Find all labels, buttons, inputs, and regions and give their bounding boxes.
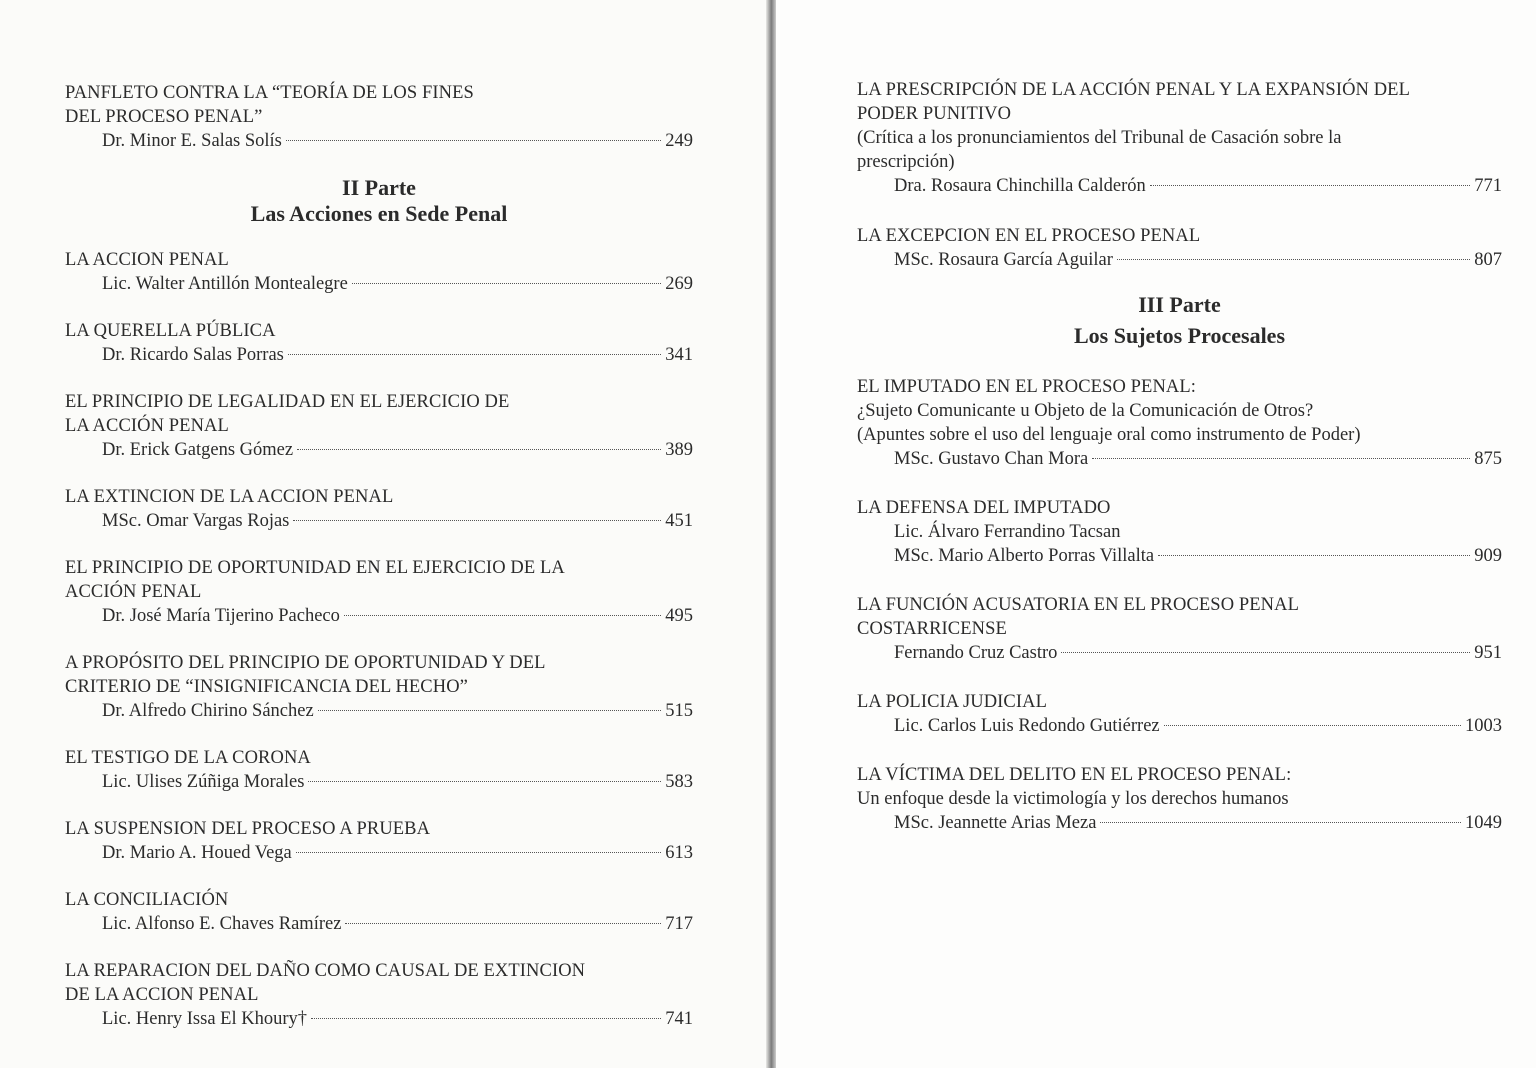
toc-entry[interactable]	[65, 319, 693, 367]
toc-author-name: Lic. Carlos Luis Redondo Gutiérrez	[894, 716, 1160, 736]
dot-leader	[293, 520, 661, 521]
toc-page-number: 613	[665, 843, 693, 863]
toc-author-name: Lic. Henry Issa El Khoury†	[102, 1009, 307, 1029]
part-title: Las Acciones en Sede Penal	[250, 201, 508, 226]
toc-entry-title: LA VÍCTIMA DEL DELITO EN EL PROCESO PENAL:	[857, 765, 1292, 785]
toc-entry[interactable]	[65, 556, 693, 628]
right-toc-column	[857, 78, 1502, 835]
toc-author-name: Dr. Erick Gatgens Gómez	[102, 440, 294, 460]
dot-leader	[1150, 185, 1471, 186]
toc-page-number: 717	[665, 914, 693, 934]
toc-author-row	[65, 272, 693, 296]
left-entries-b	[65, 248, 693, 1031]
toc-entry-title: EL PRINCIPIO DE OPORTUNIDAD EN EL EJERCICIO DE LA	[65, 558, 565, 578]
toc-author-row	[857, 174, 1502, 198]
toc-author-row	[65, 1007, 693, 1031]
toc-author-row	[857, 811, 1502, 835]
toc-author-name: Dr. Mario A. Houed Vega	[102, 843, 292, 863]
part-header-iii	[857, 292, 1502, 349]
toc-page-number: 807	[1474, 250, 1502, 270]
toc-entry-title: LA PRESCRIPCIÓN DE LA ACCIÓN PENAL Y LA EXPANSIÓN DEL	[857, 80, 1410, 100]
toc-entry-title: DE LA ACCION PENAL	[65, 985, 259, 1005]
toc-author-row	[65, 438, 693, 462]
toc-author-name: Dra. Rosaura Chinchilla Calderón	[894, 176, 1146, 196]
part-title: Los Sujetos Procesales	[1073, 323, 1286, 348]
toc-entry[interactable]	[65, 746, 693, 794]
toc-author-name: Dr. Minor E. Salas Solís	[102, 131, 282, 151]
toc-entry-title: LA SUSPENSION DEL PROCESO A PRUEBA	[65, 819, 431, 839]
dot-leader	[1164, 725, 1461, 726]
toc-entry[interactable]	[857, 496, 1502, 568]
toc-author-row	[65, 509, 693, 533]
toc-author-row	[65, 604, 693, 628]
toc-entry-title: A PROPÓSITO DEL PRINCIPIO DE OPORTUNIDAD Y DEL	[65, 653, 546, 673]
toc-entry-title: DEL PROCESO PENAL”	[65, 107, 263, 127]
toc-page-number: 1049	[1465, 813, 1502, 833]
toc-page-number: 875	[1474, 449, 1502, 469]
toc-entry-title: LA ACCION PENAL	[65, 250, 229, 270]
toc-page-number: 341	[665, 345, 693, 365]
toc-author-row	[857, 248, 1502, 272]
dot-leader	[345, 923, 661, 924]
toc-page-number: 583	[665, 772, 693, 792]
toc-author-row	[857, 544, 1502, 568]
toc-page-number: 1003	[1465, 716, 1502, 736]
toc-page-number: 515	[665, 701, 693, 721]
part-number: II Parte	[342, 175, 416, 200]
toc-entry[interactable]	[65, 888, 693, 936]
right-page	[776, 0, 1536, 1068]
toc-entry-subtitle: (Crítica a los pronunciamientos del Tribunal de Casación sobre la	[857, 128, 1342, 148]
dot-leader	[288, 354, 661, 355]
toc-author-name: MSc. Omar Vargas Rojas	[102, 511, 290, 531]
toc-entry[interactable]	[65, 248, 693, 296]
toc-author-name: Dr. José María Tijerino Pacheco	[102, 606, 340, 626]
toc-author-name: MSc. Gustavo Chan Mora	[894, 449, 1089, 469]
toc-entry-title: COSTARRICENSE	[857, 619, 1007, 639]
toc-entry-title: PODER PUNITIVO	[857, 104, 1012, 124]
dot-leader	[352, 283, 661, 284]
dot-leader	[311, 1018, 661, 1019]
dot-leader	[296, 852, 661, 853]
toc-entry-title: LA POLICIA JUDICIAL	[857, 692, 1047, 712]
toc-entry[interactable]	[857, 78, 1502, 198]
toc-page-number: 771	[1474, 176, 1502, 196]
toc-author-name: MSc. Jeannette Arias Meza	[894, 813, 1097, 833]
toc-author-row	[65, 912, 693, 936]
toc-entry-title: LA FUNCIÓN ACUSATORIA EN EL PROCESO PENAL	[857, 595, 1299, 615]
toc-author-name: Dr. Alfredo Chirino Sánchez	[102, 701, 314, 721]
toc-entry-subtitle: (Apuntes sobre el uso del lenguaje oral como instrumento de Poder)	[857, 425, 1361, 445]
toc-page-number: 909	[1474, 546, 1502, 566]
toc-entry-title: ACCIÓN PENAL	[65, 582, 202, 602]
toc-author-row	[65, 841, 693, 865]
toc-author-row	[65, 699, 693, 723]
dot-leader	[1100, 822, 1461, 823]
toc-page-number: 951	[1474, 643, 1502, 663]
toc-entry-title: EL TESTIGO DE LA CORONA	[65, 748, 311, 768]
toc-author-row	[65, 129, 693, 153]
toc-author-row	[857, 520, 1502, 544]
toc-entry[interactable]	[65, 390, 693, 462]
toc-entry-title: LA CONCILIACIÓN	[65, 890, 229, 910]
dot-leader	[1092, 458, 1470, 459]
toc-entry[interactable]	[65, 81, 693, 153]
dot-leader	[1061, 652, 1470, 653]
dot-leader	[1158, 555, 1470, 556]
toc-entry-title: LA REPARACION DEL DAÑO COMO CAUSAL DE EXTINCION	[65, 961, 586, 981]
toc-author-name: MSc. Mario Alberto Porras Villalta	[894, 546, 1155, 566]
toc-author-name: Lic. Walter Antillón Montealegre	[102, 274, 348, 294]
toc-page-number: 451	[665, 511, 693, 531]
toc-entry-title: LA EXCEPCION EN EL PROCESO PENAL	[857, 226, 1201, 246]
right-entries-a	[857, 78, 1502, 272]
toc-entry-title: LA QUERELLA PÚBLICA	[65, 321, 276, 341]
toc-entry-title: LA ACCIÓN PENAL	[65, 416, 229, 436]
toc-entry[interactable]	[65, 485, 693, 533]
toc-entry[interactable]	[857, 593, 1502, 665]
dot-leader	[344, 615, 661, 616]
toc-entry[interactable]	[857, 763, 1502, 835]
toc-entry[interactable]	[65, 651, 693, 723]
toc-author-row	[65, 770, 693, 794]
dot-leader	[308, 781, 661, 782]
toc-author-name: Fernando Cruz Castro	[894, 643, 1058, 663]
toc-entry[interactable]	[857, 224, 1502, 272]
toc-author-row	[857, 714, 1502, 738]
toc-entry-title: EL IMPUTADO EN EL PROCESO PENAL:	[857, 377, 1196, 397]
toc-page-number: 495	[665, 606, 693, 626]
toc-author-name: Lic. Ulises Zúñiga Morales	[102, 772, 305, 792]
dot-leader	[1117, 259, 1470, 260]
left-entries-a	[65, 81, 693, 153]
toc-entry[interactable]	[857, 375, 1502, 471]
toc-page-number: 269	[665, 274, 693, 294]
dot-leader	[297, 449, 661, 450]
toc-author-row	[857, 641, 1502, 665]
right-entries-b	[857, 375, 1502, 835]
toc-entry-title: CRITERIO DE “INSIGNIFICANCIA DEL HECHO”	[65, 677, 468, 697]
left-toc-column	[65, 81, 693, 1031]
part-number: III Parte	[1138, 292, 1221, 317]
toc-author-name: MSc. Rosaura García Aguilar	[894, 250, 1113, 270]
toc-entry[interactable]	[65, 817, 693, 865]
part-header-ii	[65, 175, 693, 227]
toc-entry-subtitle: prescripción)	[857, 152, 955, 172]
toc-entry-subtitle: Un enfoque desde la victimología y los derechos humanos	[857, 789, 1289, 809]
toc-entry-title: PANFLETO CONTRA LA “TEORÍA DE LOS FINES	[65, 83, 474, 103]
toc-entry-subtitle: ¿Sujeto Comunicante u Objeto de la Comunicación de Otros?	[857, 401, 1314, 421]
toc-author-name: Lic. Alfonso E. Chaves Ramírez	[102, 914, 342, 934]
toc-entry[interactable]	[857, 690, 1502, 738]
toc-author-row	[65, 343, 693, 367]
dot-leader	[318, 710, 662, 711]
toc-entry-title: LA DEFENSA DEL IMPUTADO	[857, 498, 1111, 518]
toc-entry-title: LA EXTINCION DE LA ACCION PENAL	[65, 487, 394, 507]
toc-author-row	[857, 447, 1502, 471]
toc-entry-title: EL PRINCIPIO DE LEGALIDAD EN EL EJERCICIO DE	[65, 392, 510, 412]
toc-page-number: 741	[665, 1009, 693, 1029]
toc-page-number: 249	[665, 131, 693, 151]
dot-leader	[286, 140, 661, 141]
toc-author-name: Dr. Ricardo Salas Porras	[102, 345, 284, 365]
toc-entry[interactable]	[65, 959, 693, 1031]
toc-author-name: Lic. Álvaro Ferrandino Tacsan	[894, 522, 1121, 542]
toc-page-number: 389	[665, 440, 693, 460]
